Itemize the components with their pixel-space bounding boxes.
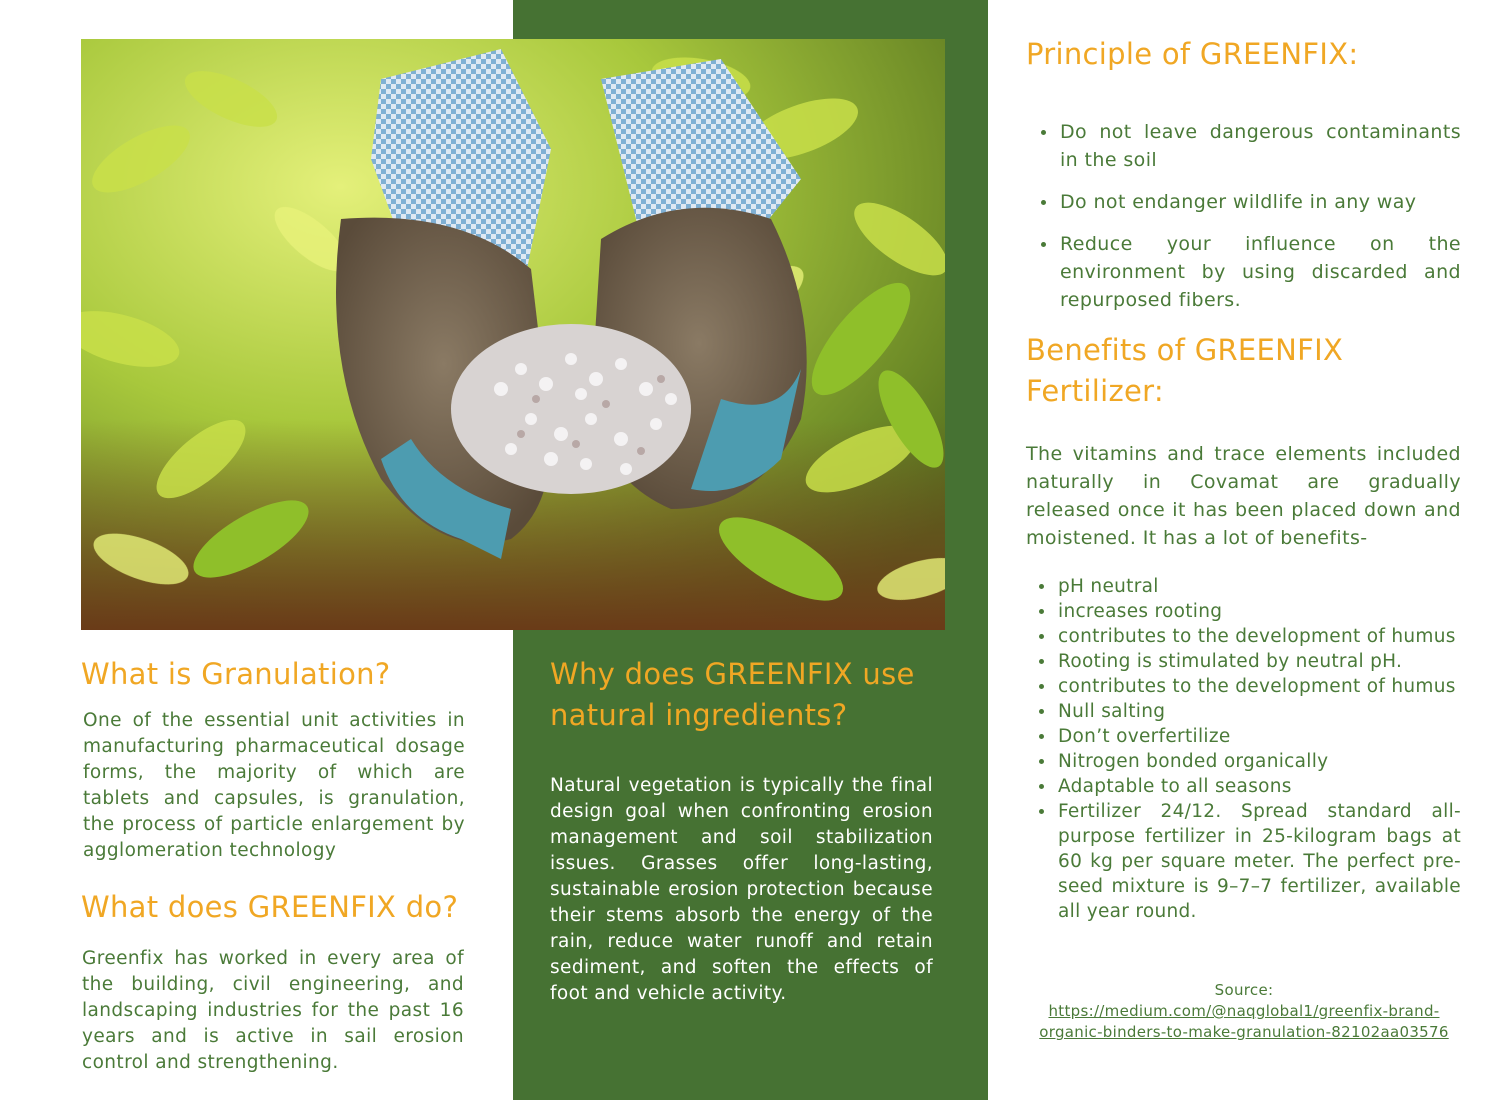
benefit-item: Don’t overfertilize (1026, 724, 1461, 749)
benefits-list (1026, 574, 1461, 924)
benefits-heading: Benefits of GREENFIX Fertilizer: (1026, 333, 1344, 408)
benefit-item: Adaptable to all seasons (1026, 774, 1461, 799)
source-block (1026, 980, 1462, 1043)
principle-item: Do not endanger wildlife in any way (1028, 188, 1461, 216)
principle-list (1028, 118, 1461, 328)
principle-item: Reduce your influence on the environment by using discarded and repurposed fibers. (1028, 230, 1461, 314)
greenfix-do-heading: What does GREENFIX do? (81, 890, 459, 924)
hands-granules-illustration (81, 39, 945, 630)
benefit-item: Fertilizer 24/12. Spread standard all-purpose fertilizer in 25-kilogram bags at 60 kg per square meter. The perfect pre-seed mixture is 9–7–7 fertilizer, available all year round. (1026, 799, 1461, 924)
granulation-heading: What is Granulation? (81, 657, 391, 691)
benefit-item: contributes to the development of humus (1026, 624, 1461, 649)
benefit-item: pH neutral (1026, 574, 1461, 599)
granulation-text: One of the essential unit activities in manufacturing pharmaceutical dosage forms, the majority of which are tablets and capsules, is granulation, the process of particle enlargement by agglomeration technology (83, 710, 465, 861)
greenfix-do-text: Greenfix has worked in every area of the building, civil engineering, and landscaping industries for the past 16 years and is active in sail erosion control and strengthening. (82, 948, 464, 1073)
principle-item: Do not leave dangerous contaminants in the soil (1028, 118, 1461, 174)
benefit-item: Null salting (1026, 699, 1461, 724)
source-label: Source: (1214, 981, 1274, 999)
benefit-item: Nitrogen bonded organically (1026, 749, 1461, 774)
natural-ingredients-heading: Why does GREENFIX use natural ingredients? (550, 657, 915, 732)
benefit-item: contributes to the development of humus (1026, 674, 1461, 699)
benefits-intro: The vitamins and trace elements included naturally in Covamat are gradually released once it has been placed down and moistened. It has a lot of benefits- (1026, 443, 1461, 549)
benefit-item: increases rooting (1026, 599, 1461, 624)
benefit-item: Rooting is stimulated by neutral pH. (1026, 649, 1461, 674)
fertilizer-photo (81, 39, 945, 630)
source-link[interactable]: https://medium.com/@naqglobal1/greenfix-brand-organic-binders-to-make-granulation-82102aa03576 (1039, 1002, 1449, 1041)
natural-ingredients-text: Natural vegetation is typically the final design goal when confronting erosion management and soil stabilization issues. Grasses offer long-lasting, sustainable erosion protection because their stems absorb the energy of the rain, reduce water runoff and retain sediment, and soften the effects of foot and vehicle activity. (550, 775, 933, 1004)
principle-heading: Principle of GREENFIX: (1026, 37, 1359, 71)
